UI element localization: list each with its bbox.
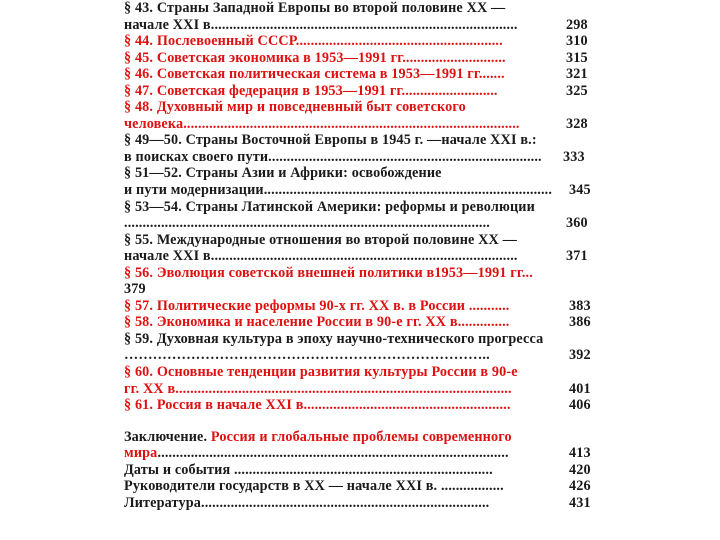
toc-entry-46[interactable]	[124, 66, 604, 83]
toc-entry-55[interactable]	[124, 232, 604, 265]
toc-entry-58[interactable]	[124, 314, 604, 331]
conclusion-title-end: мира	[124, 445, 158, 462]
toc-entry-title: § 44. Послевоенный СССР........................................................	[124, 33, 503, 50]
page-number: 392	[569, 347, 591, 364]
toc-entry-47[interactable]	[124, 83, 604, 100]
page-number: 325	[566, 82, 588, 99]
toc-entry-literature[interactable]	[124, 495, 604, 512]
toc-entry-title: § 47. Советская федерация в 1953—1991 гг..........................	[124, 82, 498, 99]
page-number: 298	[566, 16, 588, 33]
toc-entry-title: § 61. Россия в начале XXI в........................................................	[124, 397, 511, 414]
toc-entry-title: § 59. Духовная культура в эпоху научно-технического прогресса	[124, 330, 544, 347]
page-number: 333	[563, 148, 585, 165]
toc-entry-title: § 43. Страны Западной Европы во второй половине XX —	[124, 0, 506, 16]
toc-entry-title: ...................................................................................................	[124, 215, 490, 232]
conclusion-label: Заключение.	[124, 428, 208, 445]
toc-entry-title: § 51—52. Страны Азии и Африки: освобождение	[124, 165, 442, 182]
toc-entry-title: § 60. Основные тенденции развития культуры России в 90-е	[124, 364, 518, 381]
page-number: 371	[566, 248, 588, 265]
toc-entry-57[interactable]	[124, 298, 604, 315]
toc-entry-title: § 49—50. Страны Восточной Европы в 1945 г. —начале XXI в.:	[124, 132, 537, 149]
spacer	[124, 414, 604, 429]
toc-entry-51-52[interactable]	[124, 165, 604, 198]
toc-entry-title: § 57. Политические реформы 90-х гг. XX в. в России ...........	[124, 297, 510, 314]
toc-entry-61[interactable]	[124, 397, 604, 414]
toc-entry-49-50[interactable]	[124, 132, 604, 165]
toc-entry-59[interactable]	[124, 331, 604, 364]
page-number: 431	[569, 494, 591, 511]
toc-entry-53-54[interactable]	[124, 199, 604, 232]
page-number: 406	[569, 397, 591, 414]
toc-entry-44[interactable]	[124, 33, 604, 50]
toc-entry-48[interactable]	[124, 99, 604, 132]
toc-entry-rulers[interactable]	[124, 478, 604, 495]
toc-entry-56[interactable]	[124, 265, 604, 298]
page-number: 379	[124, 281, 146, 298]
toc-entry-title: § 55. Международные отношения во второй половине XX —	[124, 231, 517, 248]
toc-entry-45[interactable]	[124, 50, 604, 67]
toc-entry-title: человека...........................................................................................	[124, 115, 520, 132]
toc-entry-title: § 56. Эволюция советской внешней политики в1953—1991 гг...	[124, 264, 533, 281]
toc-entry-title: § 48. Духовный мир и повседневный быт советского	[124, 99, 466, 116]
page-number: 420	[569, 461, 591, 478]
page-number: 383	[569, 297, 591, 314]
toc-entry-dates[interactable]	[124, 462, 604, 479]
page-number: 360	[566, 215, 588, 232]
dot-leader: ..............................................................................	[201, 494, 490, 511]
toc-entry-title: …………………………………………………………………..	[124, 347, 490, 364]
toc-entry-60[interactable]	[124, 364, 604, 397]
dot-leader: ...............................................................................................	[157, 445, 509, 462]
page-number: 413	[569, 445, 591, 462]
dot-leader: .................	[437, 478, 504, 495]
toc-entry-title: начале XXI в...................................................................................	[124, 248, 518, 265]
toc-entry-title: и пути модернизации..............................................................................	[124, 182, 553, 199]
toc-entry-title: гг. XX в...........................................................................................	[124, 380, 512, 397]
page-number: 386	[569, 314, 591, 331]
toc-entry-title: § 45. Советская экономика в 1953—1991 гг............................	[124, 49, 506, 66]
toc-entry-title: § 46. Советская политическая система в 1953—1991 гг.......	[124, 66, 505, 83]
toc-entry-title: Литература	[124, 494, 201, 511]
toc-entry-title: § 58. Экономика и население России в 90-е гг. XX в..............	[124, 314, 510, 331]
toc-entry-title: Даты и события	[124, 461, 231, 478]
page-number: 345	[569, 182, 591, 199]
conclusion-title: Россия и глобальные проблемы современного	[210, 428, 512, 445]
page-number: 328	[566, 115, 588, 132]
page-number: 426	[569, 478, 591, 495]
page-number: 315	[566, 49, 588, 66]
page-number: 401	[569, 380, 591, 397]
dot-leader: ......................................................................	[230, 461, 493, 478]
table-of-contents	[124, 0, 604, 511]
toc-entry-title: Руководители государств в XX — начале XXI в.	[124, 478, 438, 495]
page-number: 321	[566, 66, 588, 83]
toc-entry-title: начале XXI в...................................................................................	[124, 16, 518, 33]
toc-entry-43[interactable]	[124, 0, 604, 33]
toc-entry-title: в поисках своего пути..........................................................................	[124, 148, 542, 165]
page-number: 310	[566, 33, 588, 50]
toc-entry-title: § 53—54. Страны Латинской Америки: реформы и революции	[124, 198, 535, 215]
toc-entry-conclusion[interactable]	[124, 429, 604, 462]
